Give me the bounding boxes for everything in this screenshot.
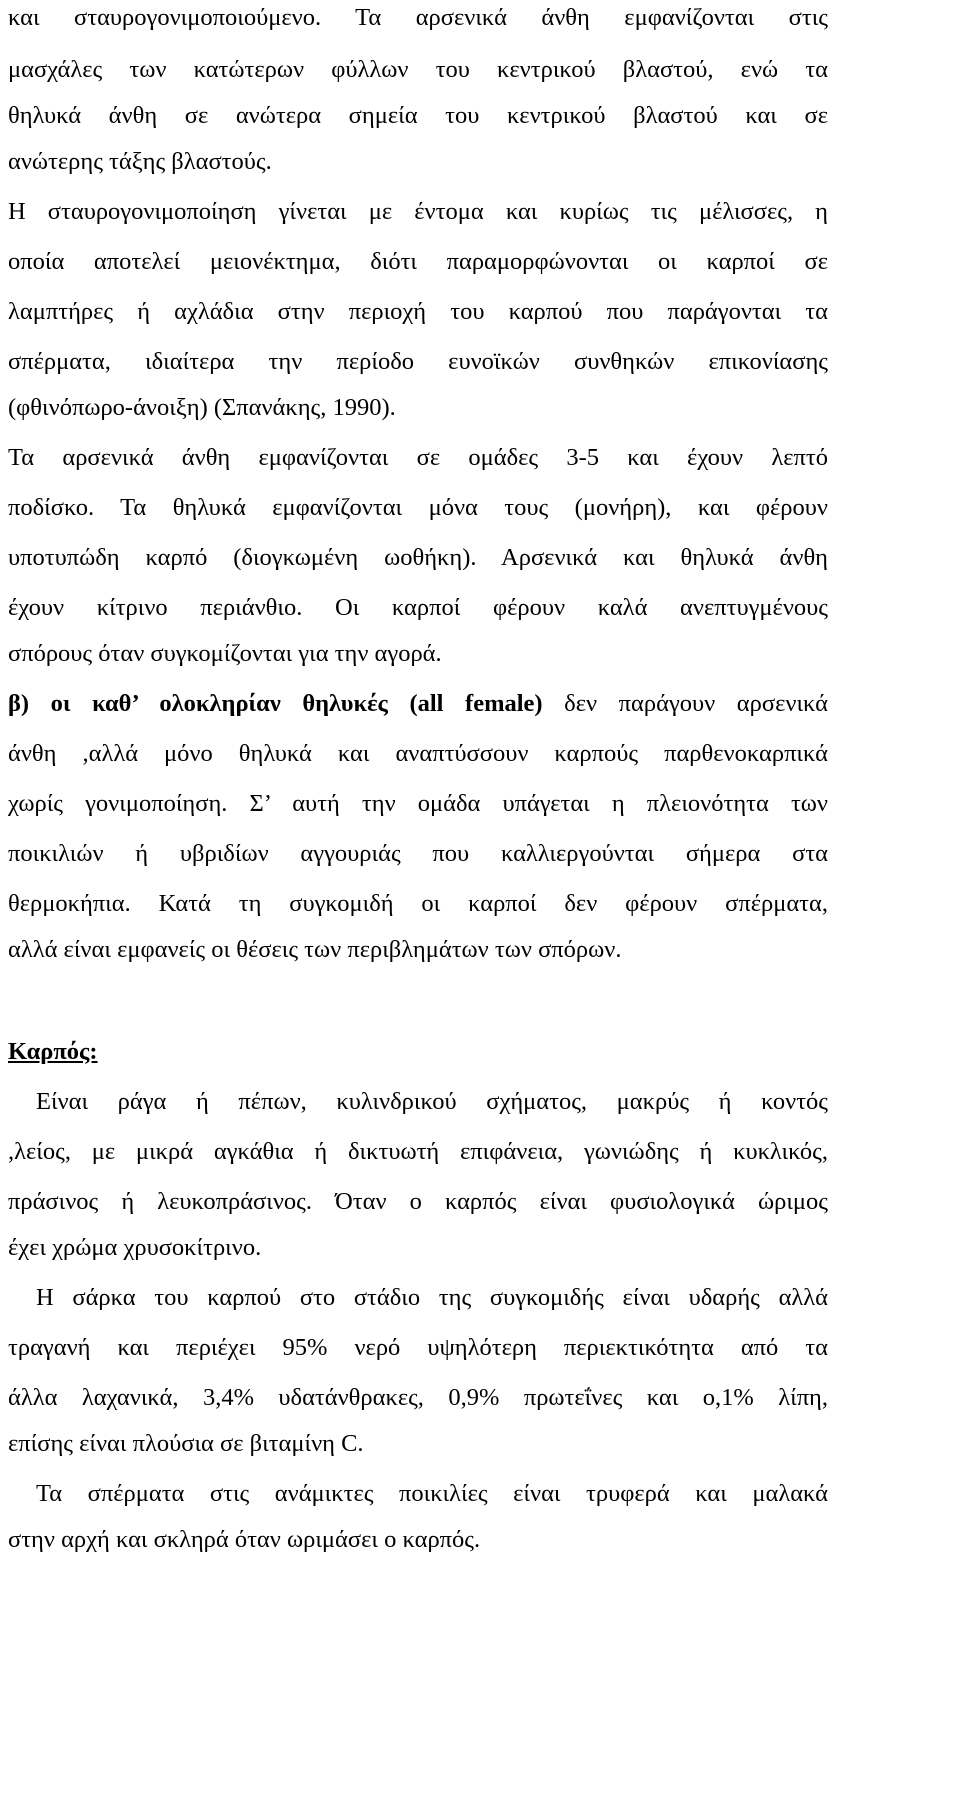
text-line: θηλυκά άνθη σε ανώτερα σημεία του κεντρικού βλαστού και σε: [8, 102, 828, 129]
text-line: Τα αρσενικά άνθη εμφανίζονται σε ομάδες 3-5 και έχουν λεπτό: [8, 444, 828, 471]
text-line: τραγανή και περιέχει 95% νερό υψηλότερη περιεκτικότητα από τα: [8, 1334, 828, 1361]
text-line: Η σάρκα του καρπού στο στάδιο της συγκομιδής είναι υδαρής αλλά: [36, 1284, 828, 1311]
text-line: μασχάλες των κατώτερων φύλλων του κεντρικού βλαστού, ενώ τα: [8, 56, 828, 83]
text-line: Τα σπέρματα στις ανάμικτες ποικιλίες είναι τρυφερά και μαλακά: [36, 1480, 828, 1507]
text-line: ανώτερης τάξης βλαστούς.: [8, 148, 272, 175]
text-line: ποικιλιών ή υβριδίων αγγουριάς που καλλιεργούνται σήμερα στα: [8, 840, 828, 867]
text-line: σπόρους όταν συγκομίζονται για την αγορά.: [8, 640, 442, 667]
text-line: υποτυπώδη καρπό (διογκωμένη ωοθήκη). Αρσενικά και θηλυκά άνθη: [8, 544, 828, 571]
text-line: αλλά είναι εμφανείς οι θέσεις των περιβλημάτων των σπόρων.: [8, 936, 622, 963]
text-line: λαμπτήρες ή αχλάδια στην περιοχή του καρπού που παράγονται τα: [8, 298, 828, 325]
text-line: Η σταυρογονιμοποίηση γίνεται με έντομα και κυρίως τις μέλισσες, η: [8, 198, 828, 225]
text-line: ,λείος, με μικρά αγκάθια ή δικτυωτή επιφάνεια, γωνιώδης ή κυκλικός,: [8, 1138, 828, 1165]
text-line: (φθινόπωρο-άνοιξη) (Σπανάκης, 1990).: [8, 394, 396, 421]
text-line: άλλα λαχανικά, 3,4% υδατάνθρακες, 0,9% πρωτεΐνες και ο,1% λίπη,: [8, 1384, 828, 1411]
text-line: και σταυρογονιμοποιούμενο. Τα αρσενικά άνθη εμφανίζονται στις: [8, 4, 828, 31]
section-heading: Καρπός:: [8, 1038, 98, 1065]
text-span: δεν παράγουν αρσενικά: [542, 690, 828, 717]
text-line: στην αρχή και σκληρά όταν ωριμάσει ο καρπός.: [8, 1526, 481, 1553]
text-line: άνθη ,αλλά μόνο θηλυκά και αναπτύσσουν καρπούς παρθενοκαρπικά: [8, 740, 828, 767]
text-line: [8, 689, 828, 719]
text-line: σπέρματα, ιδιαίτερα την περίοδο ευνοϊκών συνθηκών επικονίασης: [8, 348, 828, 375]
text-line: θερμοκήπια. Κατά τη συγκομιδή οι καρποί δεν φέρουν σπέρματα,: [8, 890, 828, 917]
bold-term: β) οι καθ’ ολοκληρίαν θηλυκές (all female): [8, 690, 543, 717]
text-line: οποία αποτελεί μειονέκτημα, διότι παραμορφώνονται οι καρποί σε: [8, 248, 828, 275]
text-line: χωρίς γονιμοποίηση. Σ’ αυτή την ομάδα υπάγεται η πλειονότητα των: [8, 790, 828, 817]
text-line: έχει χρώμα χρυσοκίτρινο.: [8, 1234, 262, 1261]
text-line: ποδίσκο. Τα θηλυκά εμφανίζονται μόνα τους (μονήρη), και φέρουν: [8, 494, 828, 521]
text-line: επίσης είναι πλούσια σε βιταμίνη C.: [8, 1430, 364, 1457]
text-line: έχουν κίτρινο περιάνθιο. Οι καρποί φέρουν καλά ανεπτυγμένους: [8, 594, 828, 621]
text-line: πράσινος ή λευκοπράσινος. Όταν ο καρπός είναι φυσιολογικά ώριμος: [8, 1188, 828, 1215]
text-line: Είναι ράγα ή πέπων, κυλινδρικού σχήματος, μακρύς ή κοντός: [36, 1088, 828, 1115]
